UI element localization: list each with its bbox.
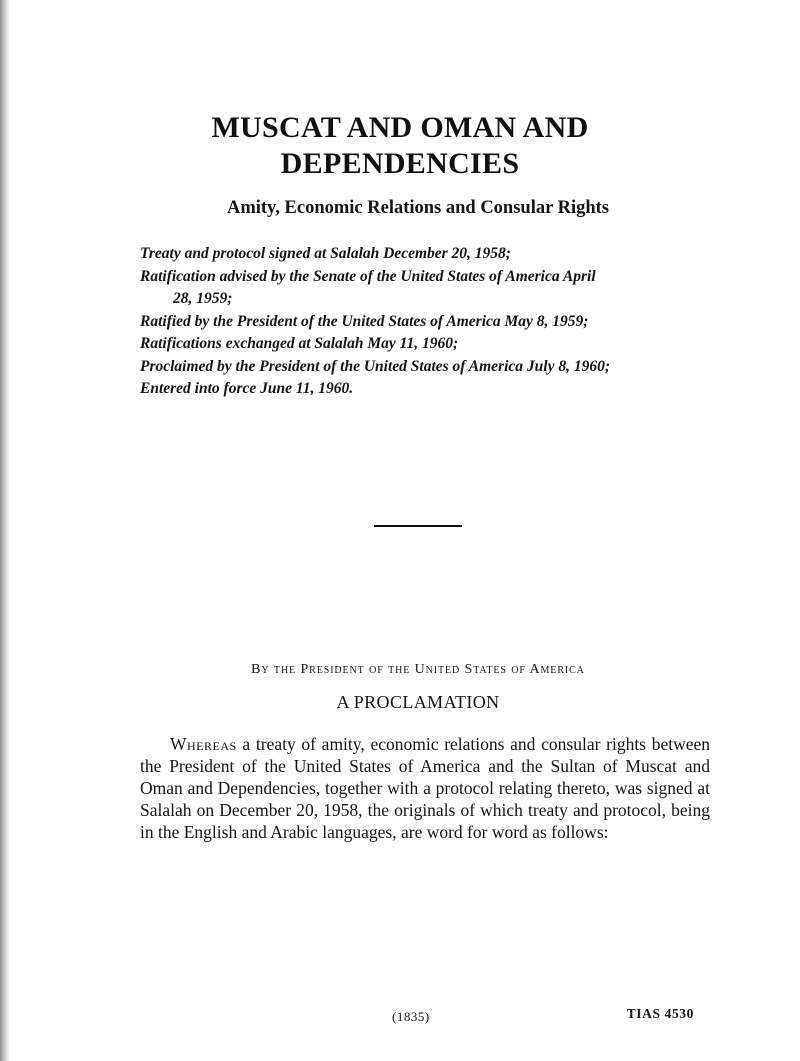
document-subtitle: Amity, Economic Relations and Consular Rights xyxy=(226,198,610,218)
history-line-proclaimed: Proclaimed by the President of the United States of America July 8, 1960; xyxy=(140,357,610,375)
section-divider xyxy=(374,525,462,527)
title-line-1: MUSCAT AND OMAN AND xyxy=(211,111,589,144)
history-line-signed: Treaty and protocol signed at Salalah December 20, 1958; xyxy=(140,245,511,262)
history-line-ratification-advised: Ratification advised by the Senate of the United States of America April xyxy=(140,267,596,285)
document-title xyxy=(0,110,800,182)
history-line-ratification-advised-cont: 28, 1959; xyxy=(173,290,233,307)
proclamation-body xyxy=(140,733,710,843)
by-president-line: By the President of the United States of America xyxy=(251,662,585,677)
tias-series-number: TIAS 4530 xyxy=(626,1006,694,1021)
history-line-exchanged: Ratifications exchanged at Salalah May 11, 1960; xyxy=(140,335,459,352)
page-number: (1835) xyxy=(392,1009,430,1024)
treaty-history xyxy=(140,243,705,401)
history-line-ratified: Ratified by the President of the United States of America May 8, 1959; xyxy=(140,312,589,330)
proclamation-body-text: a treaty of amity, economic relations and consular rights between the President of the United States of America and the Sultan of Muscat and Oman and Dependencies, together with a protocol relating thereto, was signed at Salalah on December 20, 1958, the originals of which treaty and protocol, being in the English and Arabic languages, are word for word as follows: xyxy=(140,734,710,842)
history-line-in-force: Entered into force June 11, 1960. xyxy=(140,380,354,397)
proclamation-heading: A PROCLAMATION xyxy=(336,692,500,712)
title-line-2: DEPENDENCIES xyxy=(280,147,520,180)
whereas-lead-word: Whereas xyxy=(170,734,237,754)
